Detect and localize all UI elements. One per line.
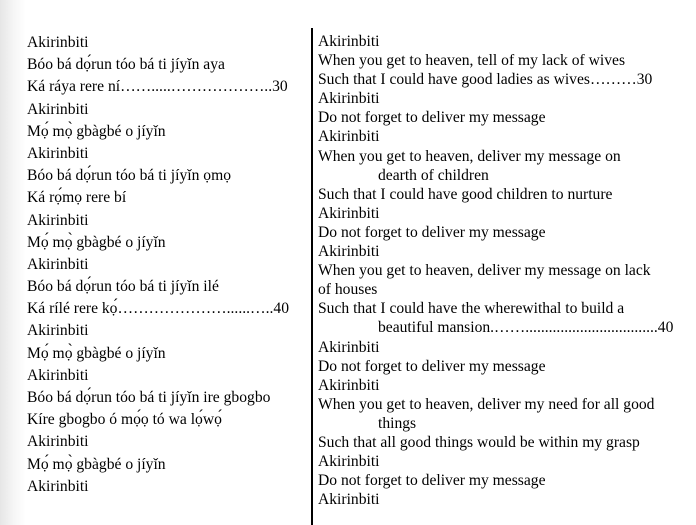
verse-line: Akirinbiti bbox=[27, 34, 89, 51]
verse-line: Mọ́ mọ̀ gbàgbé o jíyǐn bbox=[27, 122, 166, 140]
verse-line: Akirinbiti bbox=[318, 204, 380, 222]
verse-line: Mọ́ mọ̀ gbàgbé o jíyǐn bbox=[27, 344, 166, 362]
verse-line: Such that I could have good ladies as wives………30 bbox=[318, 71, 653, 89]
verse-line: Ká rílé rere kọ́…………………......…..40 bbox=[27, 300, 290, 318]
verse-line: Do not forget to deliver my message bbox=[318, 109, 546, 127]
verse-line: dearth of children bbox=[378, 166, 489, 184]
verse-line: Akirinbiti bbox=[27, 255, 89, 273]
verse-line: Kíre gbogbo ó mọ́ọ tó wa lọ́wọ́ bbox=[27, 411, 222, 429]
verse-line: of houses bbox=[318, 281, 378, 299]
yoruba-verse-column bbox=[27, 32, 309, 498]
verse-line: Such that all good things would be within my grasp bbox=[318, 433, 640, 451]
verse-line: Bóo bá dọ́run tóo bá ti jíyǐn ire gbogbo bbox=[27, 389, 271, 406]
verse-line: Akirinbiti bbox=[318, 33, 380, 50]
verse-line: Akirinbiti bbox=[318, 128, 380, 146]
verse-line: Akirinbiti bbox=[318, 243, 380, 261]
verse-line: Ká rọ́mọ rere bí bbox=[27, 189, 127, 207]
verse-line: When you get to heaven, deliver my message on bbox=[318, 147, 621, 165]
verse-line: Akirinbiti bbox=[27, 144, 89, 162]
verse-line: Ká ráya rere ní…….....………………..30 bbox=[27, 78, 288, 96]
verse-line: Akirinbiti bbox=[318, 376, 380, 394]
verse-line: Such that I could have good children to nurture bbox=[318, 185, 613, 203]
verse-line: Bóo bá dọ́run tóo bá ti jíyǐn aya bbox=[27, 56, 225, 74]
verse-line: beautiful mansion.……..................................40 bbox=[378, 319, 674, 337]
verse-line: Akirinbiti bbox=[27, 433, 89, 451]
verse-line: Do not forget to deliver my message bbox=[318, 357, 546, 375]
verse-line: Do not forget to deliver my message bbox=[318, 472, 546, 490]
verse-line: Mọ́ mọ̀ gbàgbé o jíyǐn bbox=[27, 233, 166, 251]
verse-line: Mọ́ mọ̀ gbàgbé o jíyǐn bbox=[27, 455, 166, 473]
verse-line: Bóo bá dọ́run tóo bá ti jíyǐn ọmọ bbox=[27, 167, 232, 185]
verse-line: Akirinbiti bbox=[27, 100, 89, 118]
verse-line: things bbox=[378, 414, 417, 432]
verse-line: Akirinbiti bbox=[318, 90, 380, 108]
verse-line: Akirinbiti bbox=[27, 211, 89, 229]
column-divider bbox=[311, 28, 313, 525]
verse-line: When you get to heaven, deliver my need for all good bbox=[318, 395, 655, 413]
verse-line: Bóo bá dọ́run tóo bá ti jíyǐn ilé bbox=[27, 278, 219, 296]
verse-line: Akirinbiti bbox=[27, 366, 89, 384]
english-translation-column bbox=[318, 32, 696, 509]
verse-line: Akirinbiti bbox=[27, 322, 89, 340]
verse-line: Akirinbiti bbox=[318, 338, 380, 356]
verse-line: Akirinbiti bbox=[27, 477, 89, 495]
verse-line: Akirinbiti bbox=[318, 453, 380, 471]
verse-line: When you get to heaven, deliver my message on lack bbox=[318, 262, 651, 280]
verse-line: When you get to heaven, tell of my lack of wives bbox=[318, 52, 626, 70]
verse-line: Such that I could have the wherewithal to build a bbox=[318, 300, 625, 318]
verse-line: Do not forget to deliver my message bbox=[318, 223, 546, 241]
verse-line: Akirinbiti bbox=[318, 491, 380, 509]
